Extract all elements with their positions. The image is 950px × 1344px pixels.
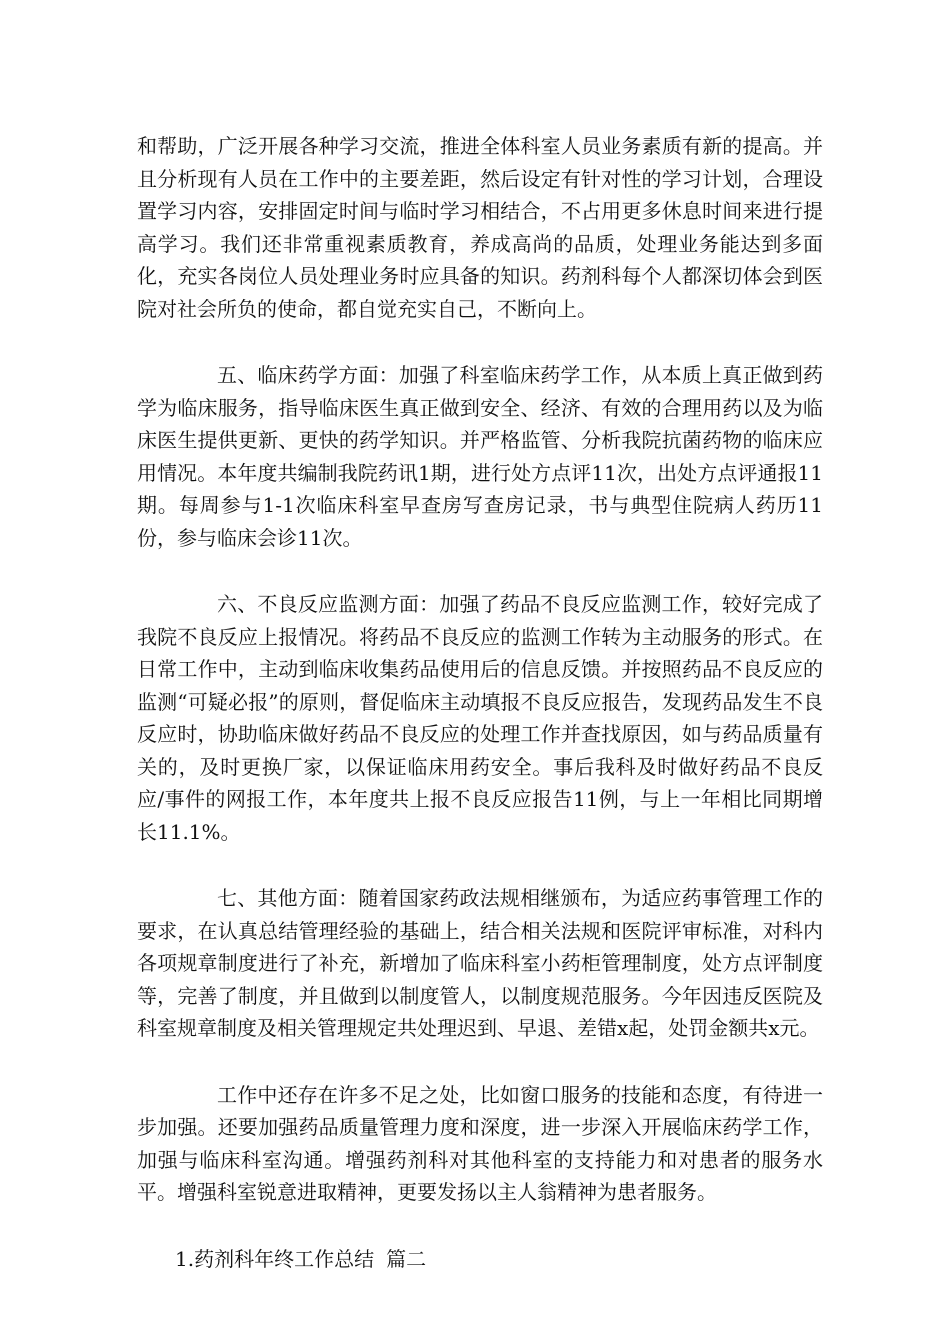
paragraph-gap [137, 1209, 823, 1243]
paragraph-other-aspects: 七、其他方面：随着国家药政法规相继颁布，为适应药事管理工作的要求，在认真总结管理经验的基础上，结合相关法规和医院评审标准，对科内各项规章制度进行了补充，新增加了临床科室小药柜管理制度，处方点评制度等，完善了制度，并且做到以制度管人，以制度规范服务。今年因违反医院及科室规章制度及相关管理规定共处理迟到、早退、差错x起，处罚金额共x元。 [137, 886, 823, 1040]
section-heading-part: 篇二 [386, 1246, 427, 1271]
document-page [137, 130, 823, 1275]
section-heading-title: 1.药剂科年终工作总结 [175, 1246, 375, 1271]
paragraph-clinical-pharmacy: 五、临床药学方面：加强了科室临床药学工作，从本质上真正做到药学为临床服务，指导临床医生真正做到安全、经济、有效的合理用药以及为临床医生提供更新、更快的药学知识。并严格监管、分析我院抗菌药物的临床应用情况。本年度共编制我院药讯1期，进行处方点评11次，出处方点评通报11期。每周参与1-1次临床科室早查房写查房记录，书与典型住院病人药历11份，参与临床会诊11次。 [137, 363, 823, 550]
paragraph-shortcomings: 工作中还存在许多不足之处，比如窗口服务的技能和态度，有待进一步加强。还要加强药品质量管理力度和深度，进一步深入开展临床药学工作，加强与临床科室沟通。增强药剂科对其他科室的支持能力和对患者的服务水平。增强科室锐意进取精神，更要发扬以主人翁精神为患者服务。 [137, 1082, 823, 1204]
paragraph-gap [137, 325, 823, 359]
paragraph-gap [137, 848, 823, 882]
section-heading [137, 1243, 823, 1276]
paragraph-gap [137, 1045, 823, 1079]
paragraph-adverse-reaction: 六、不良反应监测方面：加强了药品不良反应监测工作，较好完成了我院不良反应上报情况。将药品不良反应的监测工作转为主动服务的形式。在日常工作中，主动到临床收集药品使用后的信息反馈。并按照药品不良反应的监测“可疑必报”的原则，督促临床主动填报不良反应报告，发现药品发生不良反应时，协助临床做好药品不良反应的处理工作并查找原因，如与药品质量有关的，及时更换厂家，以保证临床用药安全。事后我科及时做好药品不良反应/事件的网报工作，本年度共上报不良反应报告11例，与上一年相比同期增长11.1%。 [137, 592, 823, 844]
paragraph-gap [137, 554, 823, 588]
paragraph-training: 和帮助，广泛开展各种学习交流，推进全体科室人员业务素质有新的提高。并且分析现有人员在工作中的主要差距，然后设定有针对性的学习计划，合理设置学习内容，安排固定时间与临时学习相结合，不占用更多休息时间来进行提高学习。我们还非常重视素质教育，养成高尚的品质，处理业务能达到多面化，充实各岗位人员处理业务时应具备的知识。药剂科每个人都深切体会到医院对社会所负的使命，都自觉充实自己，不断向上。 [137, 134, 823, 321]
